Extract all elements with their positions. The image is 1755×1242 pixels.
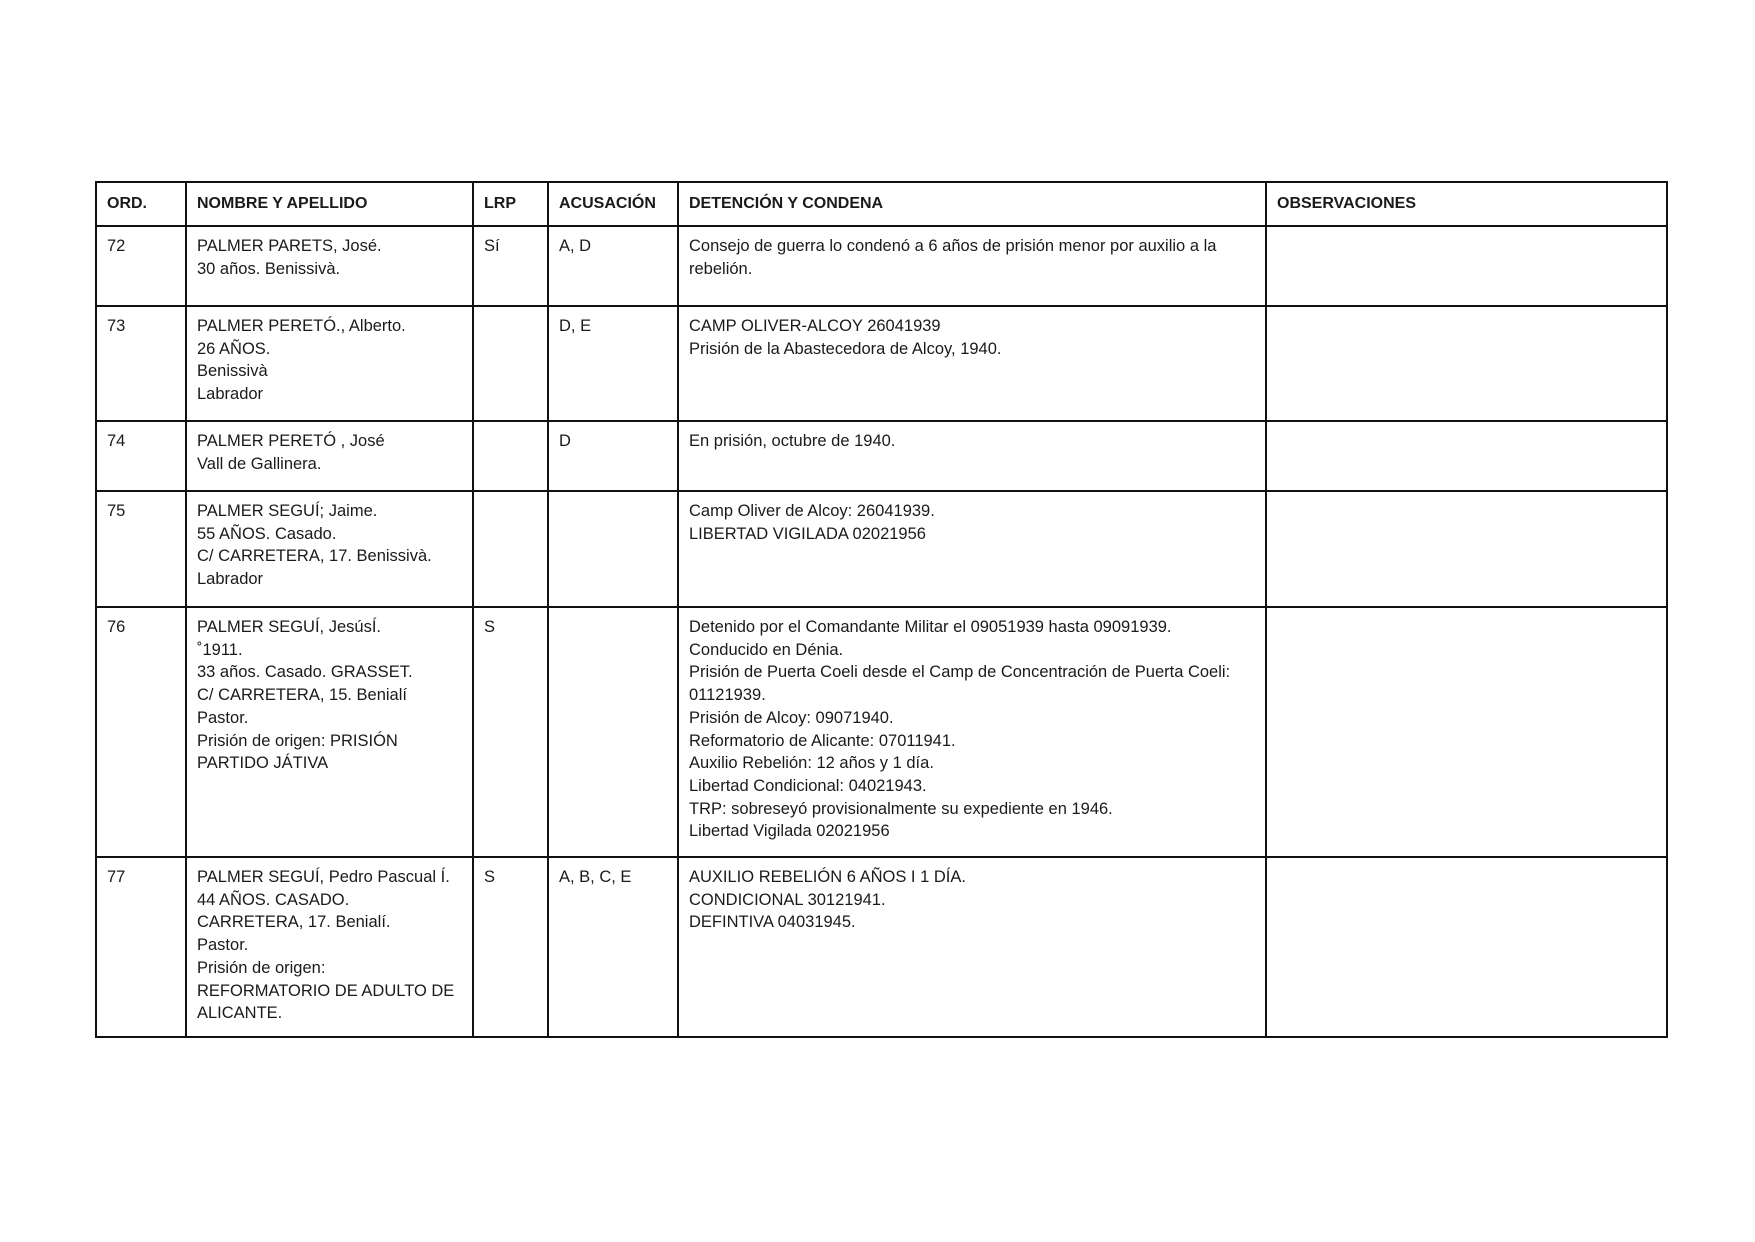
detention-line: Consejo de guerra lo condenó a 6 años de prisión menor por auxilio a la rebelión. (689, 237, 1217, 278)
detention-line: Libertad Condicional: 04021943. (689, 776, 927, 795)
cell-name (186, 857, 473, 1037)
cell-detention (678, 226, 1266, 306)
name-line: PALMER PARETS, José. (197, 237, 382, 255)
name-line: 30 años. Benissivà. (197, 259, 341, 278)
cell-name (186, 491, 473, 607)
name-line: 44 AÑOS. CASADO. (197, 890, 350, 909)
table-row (96, 226, 1667, 306)
detention-line: Conducido en Dénia. (689, 640, 844, 659)
name-line: Benissivà (197, 362, 268, 381)
table-row (96, 607, 1667, 857)
cell-accusation (548, 607, 678, 857)
name-line: PALMER PERETÓ , José (197, 432, 385, 450)
detention-line: AUXILIO REBELIÓN 6 AÑOS I 1 DÍA. (689, 868, 966, 886)
name-line: ˚1911. (197, 640, 243, 659)
cell-name (186, 306, 473, 421)
name-line: CARRETERA, 17. Benialí. (197, 913, 391, 932)
header-name: NOMBRE Y APELLIDO (186, 182, 473, 226)
detention-line: Auxilio Rebelión: 12 años y 1 día. (689, 754, 934, 773)
header-accusation: ACUSACIÓN (548, 182, 678, 226)
cell-name (186, 607, 473, 857)
cell-lrp (473, 421, 548, 491)
cell-observations (1266, 607, 1667, 857)
cell-lrp: S (473, 607, 548, 857)
cell-observations (1266, 226, 1667, 306)
cell-name (186, 226, 473, 306)
cell-observations (1266, 421, 1667, 491)
cell-lrp: Sí (473, 226, 548, 306)
cell-name (186, 421, 473, 491)
cell-observations (1266, 857, 1667, 1037)
cell-accusation (548, 491, 678, 607)
header-detention: DETENCIÓN Y CONDENA (678, 182, 1266, 226)
name-line: PALMER SEGUÍ, JesúsÍ. (197, 618, 381, 636)
cell-ord: 74 (96, 421, 186, 491)
name-line: Pastor. (197, 708, 249, 727)
name-line: PALMER SEGUÍ; Jaime. (197, 502, 378, 520)
cell-detention (678, 306, 1266, 421)
cell-ord: 76 (96, 607, 186, 857)
prisoner-register-table (95, 181, 1668, 1038)
detention-line: Libertad Vigilada 02021956 (689, 822, 890, 841)
detention-line: En prisión, octubre de 1940. (689, 432, 896, 450)
header-observations: OBSERVACIONES (1266, 182, 1667, 226)
cell-detention (678, 491, 1266, 607)
cell-ord: 77 (96, 857, 186, 1037)
table-row (96, 491, 1667, 607)
header-lrp: LRP (473, 182, 548, 226)
table-row (96, 857, 1667, 1037)
cell-accusation: D (548, 421, 678, 491)
name-line: PALMER PERETÓ., Alberto. (197, 317, 406, 335)
cell-observations (1266, 491, 1667, 607)
detention-line: CAMP OLIVER-ALCOY 26041939 (689, 317, 941, 335)
name-line: Labrador (197, 385, 264, 404)
table-body (96, 226, 1667, 1037)
table-header (96, 182, 1667, 226)
name-line: Pastor. (197, 936, 249, 955)
name-line: Vall de Gallinera. (197, 454, 322, 473)
name-line: Prisión de origen: REFORMATORIO DE ADULTO DE ALICANTE. (197, 958, 455, 1023)
cell-lrp (473, 306, 548, 421)
cell-accusation: D, E (548, 306, 678, 421)
detention-line: Camp Oliver de Alcoy: 26041939. (689, 502, 935, 520)
name-line: C/ CARRETERA, 15. Benialí (197, 686, 407, 705)
cell-ord: 72 (96, 226, 186, 306)
cell-lrp: S (473, 857, 548, 1037)
name-line: 26 AÑOS. (197, 339, 271, 358)
detention-line: CONDICIONAL 30121941. (689, 890, 886, 909)
detention-line: TRP: sobreseyó provisionalmente su expediente en 1946. (689, 799, 1113, 818)
detention-line: Prisión de la Abastecedora de Alcoy, 1940. (689, 339, 1002, 358)
detention-line: Prisión de Alcoy: 09071940. (689, 708, 894, 727)
detention-line: Prisión de Puerta Coeli desde el Camp de Concentración de Puerta Coeli: 01121939. (689, 663, 1231, 705)
cell-detention (678, 857, 1266, 1037)
cell-ord: 75 (96, 491, 186, 607)
detention-line: DEFINTIVA 04031945. (689, 913, 856, 932)
table-row (96, 421, 1667, 491)
cell-observations (1266, 306, 1667, 421)
name-line: 33 años. Casado. GRASSET. (197, 663, 413, 682)
name-line: Labrador (197, 570, 264, 589)
cell-lrp (473, 491, 548, 607)
header-ord: ORD. (96, 182, 186, 226)
cell-accusation: A, B, C, E (548, 857, 678, 1037)
cell-ord: 73 (96, 306, 186, 421)
name-line: Prisión de origen: PRISIÓN PARTIDO JÁTIVA (197, 731, 398, 773)
cell-detention (678, 421, 1266, 491)
header-row (96, 182, 1667, 226)
cell-accusation: A, D (548, 226, 678, 306)
name-line: C/ CARRETERA, 17. Benissivà. (197, 547, 432, 566)
detention-line: Detenido por el Comandante Militar el 09051939 hasta 09091939. (689, 618, 1172, 636)
cell-detention (678, 607, 1266, 857)
table-row (96, 306, 1667, 421)
detention-line: Reformatorio de Alicante: 07011941. (689, 731, 956, 750)
name-line: PALMER SEGUÍ, Pedro Pascual Í. (197, 868, 450, 886)
detention-line: LIBERTAD VIGILADA 02021956 (689, 524, 926, 543)
name-line: 55 AÑOS. Casado. (197, 524, 337, 543)
